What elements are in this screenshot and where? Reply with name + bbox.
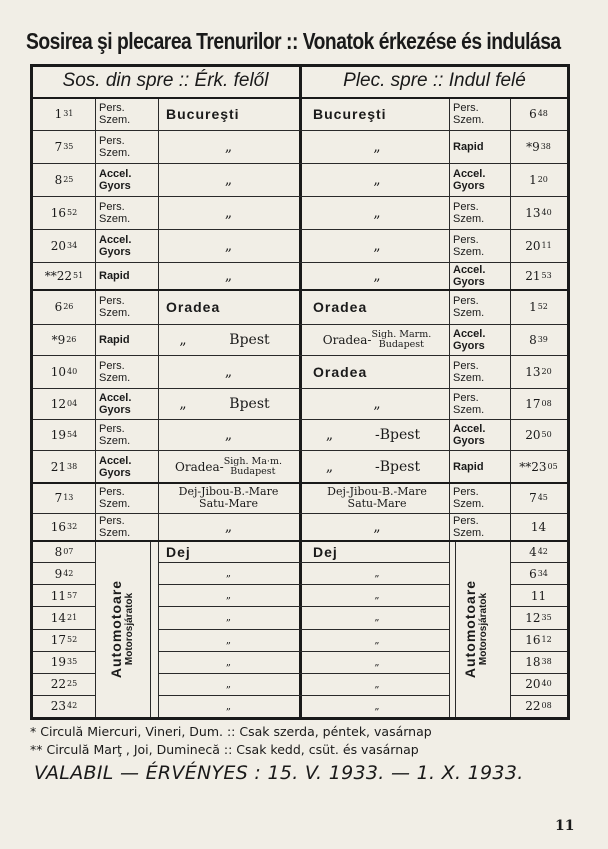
- departure-to: „: [373, 172, 381, 188]
- automotoare-label: Automotoare Motorosjáratok: [108, 579, 135, 678]
- departure-train-type: Accel. Gyors: [453, 328, 486, 352]
- bus-arrival-time: 9 42: [54, 566, 74, 581]
- page-title: Sosirea şi plecarea Trenurilor :: Vonatok érkezése és indulása: [26, 28, 561, 54]
- departure-to: Oradea- Sigh. Marm. Budapest: [322, 329, 432, 350]
- bus-from-station: Dej: [166, 543, 191, 560]
- arrival-time: 16 52: [50, 206, 78, 220]
- departure-to: Bucureşti: [313, 106, 387, 122]
- bus-departure-time: 18 38: [525, 655, 552, 670]
- bus-to-station: Dej: [313, 543, 338, 560]
- departure-to: „: [373, 205, 381, 221]
- arrival-time: *9 26: [51, 333, 77, 347]
- departure-to: Oradea: [313, 364, 368, 380]
- arrival-train-type: Pers. Szem.: [99, 135, 131, 159]
- bus-to-ditto: „: [374, 634, 380, 646]
- bus-from-ditto: „: [225, 590, 232, 602]
- bus-from-ditto: „: [225, 678, 232, 690]
- departure-time: 20 11: [525, 239, 552, 253]
- departure-to: Oradea: [313, 299, 368, 315]
- departure-time: 21 53: [525, 269, 552, 283]
- departure-train-type: Rapid: [453, 460, 484, 473]
- departures-header: Plec. spre :: Indul felé: [343, 70, 526, 91]
- departure-train-type: Pers. Szem.: [453, 392, 485, 416]
- arrival-from: „: [224, 139, 233, 155]
- departure-to: Dej-Jibou-B.-Mare Satu-Mare: [327, 485, 427, 510]
- bus-arrival-time: 22 25: [50, 677, 78, 692]
- bus-from-ditto: „: [225, 656, 232, 668]
- departure-train-type: Accel. Gyors: [453, 168, 486, 192]
- arrival-train-type: Accel. Gyors: [99, 234, 132, 258]
- arrival-time: 21 38: [50, 459, 78, 474]
- bus-label-left: [95, 542, 151, 715]
- departure-train-type: Pers. Szem.: [453, 486, 485, 510]
- arrival-from: „: [224, 268, 233, 284]
- bus-arrival-time: 23 42: [50, 699, 78, 714]
- arrival-train-type: Accel. Gyors: [99, 454, 132, 479]
- departure-time: 1 20: [529, 173, 548, 187]
- arrival-time: 10 40: [50, 365, 78, 379]
- departure-time: 13 20: [525, 365, 552, 379]
- arrival-time: **22 51: [44, 269, 84, 283]
- arrival-train-type: Pers. Szem.: [99, 423, 131, 447]
- arrival-train-type: Pers. Szem.: [99, 486, 131, 510]
- departure-train-type: Pers. Szem.: [453, 360, 485, 384]
- bus-to-ditto: „: [374, 656, 380, 668]
- bus-departure-time: 4 42: [529, 544, 548, 559]
- arrival-time: 16 32: [50, 520, 78, 534]
- bus-departure-time: 22 08: [525, 699, 552, 714]
- departure-train-type: Pers. Szem.: [453, 295, 485, 319]
- departure-train-type: Pers. Szem.: [453, 102, 485, 126]
- bus-departure-time: 12 35: [525, 610, 552, 625]
- departure-time: 1 52: [529, 300, 548, 314]
- bus-to-ditto: „: [374, 700, 380, 712]
- arrival-from: „: [224, 172, 233, 188]
- footnote-2: ** Circulă Marţ , Joi, Duminecă :: Csak kedd, csüt. és vasárnap: [30, 742, 419, 757]
- arrival-from: „ Bpest: [179, 396, 270, 412]
- bus-from-ditto: „: [225, 612, 232, 624]
- bus-from-ditto: „: [225, 568, 232, 580]
- departure-to: „: [373, 396, 381, 412]
- arrival-time: 7 13: [54, 491, 74, 505]
- departure-time: 13 40: [525, 206, 552, 220]
- bus-arrival-time: 19 35: [50, 655, 78, 670]
- arrival-train-type: Pers. Szem.: [99, 295, 131, 319]
- departure-to: „ -Bpest: [325, 427, 421, 443]
- arrival-train-type: Pers. Szem.: [99, 201, 131, 225]
- bus-to-ditto: „: [374, 612, 380, 624]
- departure-train-type: Rapid: [453, 141, 484, 153]
- page-number: 11: [555, 818, 575, 834]
- departure-train-type: Pers. Szem.: [453, 201, 485, 225]
- departure-to: „: [373, 238, 381, 254]
- arrival-time: 1 31: [54, 107, 74, 121]
- arrival-train-type: Pers. Szem.: [99, 102, 131, 126]
- bus-to-ditto: „: [374, 590, 380, 602]
- arrival-train-type: Accel. Gyors: [99, 392, 132, 416]
- departure-time: *9 38: [526, 140, 551, 154]
- departure-time: 14: [530, 520, 547, 534]
- arrival-train-type: Accel. Gyors: [99, 168, 132, 192]
- departure-train-type: Pers. Szem.: [453, 234, 485, 258]
- arrival-train-type: Rapid: [99, 334, 130, 346]
- arrival-train-type: Pers. Szem.: [99, 360, 131, 384]
- bus-departure-time: 20 40: [525, 677, 552, 692]
- bus-label-right: [449, 542, 505, 715]
- arrival-from: „ Bpest: [179, 332, 270, 348]
- arrival-time: 19 54: [50, 428, 78, 442]
- departure-to: „ -Bpest: [325, 458, 421, 475]
- arrival-from: Dej-Jibou-B.-Mare Satu-Mare: [178, 485, 279, 510]
- bus-arrival-time: 8 07: [54, 544, 74, 559]
- arrival-from: „: [224, 364, 233, 380]
- arrival-time: 12 04: [50, 397, 78, 411]
- bus-departure-time: 11: [530, 588, 547, 603]
- arrival-from: Oradea- Sigh. Ma·m. Budapest: [175, 455, 282, 477]
- arrival-time: 8 25: [54, 173, 74, 187]
- bus-arrival-time: 14 21: [50, 610, 78, 625]
- departure-time: 8 39: [529, 333, 548, 347]
- arrival-time: 6 26: [54, 300, 74, 314]
- bus-from-ditto: „: [225, 700, 232, 712]
- arrival-from: „: [224, 205, 233, 221]
- departure-to: „: [373, 268, 381, 284]
- departure-time: 6 48: [529, 107, 548, 121]
- automotoare-label: Automotoare Motorosjáratok: [462, 579, 489, 678]
- bus-from-ditto: „: [225, 634, 232, 646]
- arrival-from: „: [224, 427, 233, 443]
- arrivals-header: Sos. din spre :: Érk. felől: [62, 70, 269, 91]
- arrival-from: „: [224, 519, 233, 535]
- departure-train-type: Accel. Gyors: [453, 264, 486, 288]
- bus-arrival-time: 17 52: [50, 633, 78, 648]
- footnote-1: * Circulă Miercuri, Vineri, Dum. :: Csak szerda, péntek, vasárnap: [30, 724, 432, 739]
- arrival-train-type: Pers. Szem.: [99, 515, 131, 539]
- bus-to-ditto: „: [374, 568, 380, 580]
- arrival-time: 7 35: [54, 140, 74, 154]
- departure-to: „: [373, 519, 381, 535]
- bus-arrival-time: 11 57: [50, 588, 78, 603]
- departure-time: 20 50: [525, 428, 552, 442]
- departure-train-type: Accel. Gyors: [453, 423, 486, 447]
- arrival-from: Oradea: [166, 299, 221, 315]
- arrival-from: Bucureşti: [166, 106, 240, 122]
- departure-train-type: Pers. Szem.: [453, 515, 485, 539]
- arrival-train-type: Rapid: [99, 270, 130, 282]
- bus-departure-time: 16 12: [525, 633, 552, 648]
- departure-time: 17 08: [525, 397, 552, 411]
- arrival-time: 20 34: [50, 239, 78, 253]
- departure-time: 7 45: [529, 491, 548, 505]
- validity-line: VALABIL — ÉRVÉNYES : 15. V. 1933. — 1. X. 1933.: [34, 762, 524, 784]
- departure-time: **23 05: [519, 459, 558, 474]
- departure-to: „: [373, 139, 381, 155]
- bus-departure-time: 6 34: [529, 566, 548, 581]
- arrival-from: „: [224, 238, 233, 254]
- bus-to-ditto: „: [374, 678, 380, 690]
